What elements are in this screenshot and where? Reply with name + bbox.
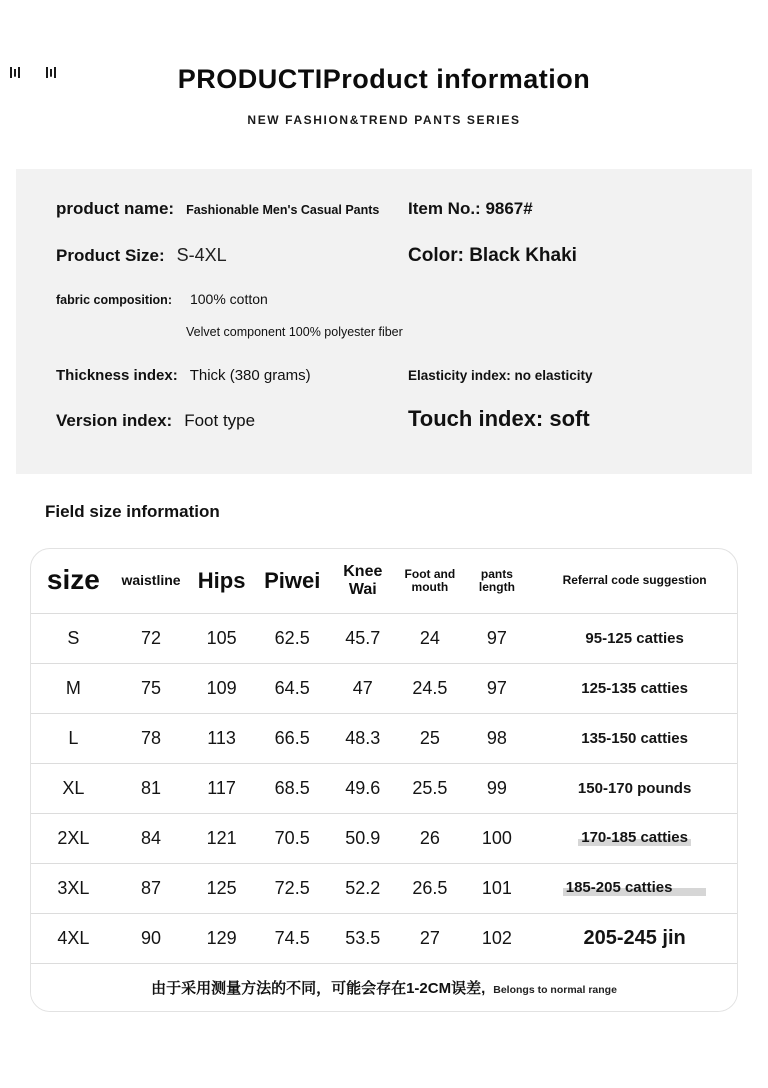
size-cell: 121 [186,813,257,863]
clipped-glyph-icon [46,67,56,78]
col-header-pants-length: pants length [478,566,515,594]
size-cell: 53.5 [328,913,399,963]
size-cell: 27 [398,913,462,963]
thickness-label: Thickness index: [56,367,178,384]
product-size-label: Product Size: [56,246,165,265]
size-cell: 97 [462,613,533,663]
clipped-glyph-icon [10,67,20,78]
fabric-label: fabric composition: [56,293,172,307]
size-row-s [31,613,737,663]
col-header-waistline: waistline [121,572,181,589]
size-cell: 2XL [31,813,116,863]
size-cell: 87 [116,863,187,913]
size-cell: 24 [398,613,462,663]
product-size-value: S-4XL [176,245,227,265]
size-cell: 98 [462,713,533,763]
size-cell: M [31,663,116,713]
col-header-hips: Hips [197,567,246,593]
fabric-value: 100% cotton [189,291,268,307]
version-label: Version index: [56,411,173,430]
elasticity-value: Elasticity index: no elasticity [408,368,593,383]
item-no: Item No.: 9867# [408,199,533,218]
size-cell: 4XL [31,913,116,963]
size-cell: 125-135 catties [532,663,737,713]
size-cell: 75 [116,663,187,713]
col-header-size: size [46,564,100,596]
size-cell: 72 [116,613,187,663]
size-cell: 90 [116,913,187,963]
size-cell: 125 [186,863,257,913]
col-header-referral-code-suggestion: Referral code suggestion [562,573,707,588]
size-cell: 49.6 [328,763,399,813]
info-row-fabric-note [56,325,728,339]
info-row-size [56,245,728,267]
page-title: PRODUCTIProduct information [177,64,591,94]
size-cell: 26 [398,813,462,863]
size-cell: 64.5 [257,663,328,713]
size-section-heading: Field size information [45,502,220,521]
size-cell: 50.9 [328,813,399,863]
size-table-container [30,548,738,1012]
footnote-subtext: Belongs to normal range [493,983,617,996]
size-cell: 117 [186,763,257,813]
page-subtitle: NEW FASHION&TREND PANTS SERIES [247,113,521,127]
size-cell: 102 [462,913,533,963]
size-cell: 105 [186,613,257,663]
info-row-product-name [56,199,728,219]
size-cell: S [31,613,116,663]
col-header-foot-and-mouth: Foot and mouth [404,566,456,594]
col-header-knee-wai: Knee Wai [343,563,383,598]
size-cell: XL [31,763,116,813]
info-row-version [56,406,728,432]
size-row-xl [31,763,737,813]
size-row-4xl [31,913,737,963]
size-cell: 135-150 catties [532,713,737,763]
size-cell: 150-170 pounds [532,763,737,813]
size-cell: 205-245 jin [532,913,737,963]
size-cell: 24.5 [398,663,462,713]
touch-value: Touch index: soft [408,406,590,431]
size-cell: 129 [186,913,257,963]
size-row-3xl [31,863,737,913]
size-cell: 113 [186,713,257,763]
size-cell: 72.5 [257,863,328,913]
size-cell: 25.5 [398,763,462,813]
footnote-text: 由于采用测量方法的不同，可能会存在1-2CM误差, [151,980,486,997]
size-cell: 26.5 [398,863,462,913]
size-cell: 95-125 catties [532,613,737,663]
size-table [31,549,737,963]
size-row-2xl [31,813,737,863]
product-info-panel [16,169,752,474]
size-cell: 48.3 [328,713,399,763]
size-cell: 99 [462,763,533,813]
size-cell: 97 [462,663,533,713]
size-cell: 70.5 [257,813,328,863]
size-table-header-row [31,549,737,613]
size-cell: 62.5 [257,613,328,663]
clipped-glyph-artifacts [10,67,56,78]
size-table-body [31,613,737,963]
fabric-note: Velvet component 100% polyester fiber [186,325,403,339]
product-name-label: product name: [56,199,175,218]
size-row-l [31,713,737,763]
size-cell: 74.5 [257,913,328,963]
size-cell: 84 [116,813,187,863]
version-value: Foot type [184,411,256,430]
thickness-value: Thick (380 grams) [189,367,311,384]
size-cell: 101 [462,863,533,913]
product-name-value: Fashionable Men's Casual Pants [186,203,380,217]
info-row-thickness [56,367,728,384]
info-row-fabric [56,291,728,307]
size-cell: 3XL [31,863,116,913]
size-cell: 185-205 catties [532,863,737,913]
size-cell: 52.2 [328,863,399,913]
size-cell: 109 [186,663,257,713]
size-row-m [31,663,737,713]
size-cell: 81 [116,763,187,813]
size-cell: 47 [328,663,399,713]
size-cell: 100 [462,813,533,863]
col-header-piwei: Piwei [264,567,321,593]
size-cell: 68.5 [257,763,328,813]
size-cell: 170-185 catties [532,813,737,863]
size-cell: 45.7 [328,613,399,663]
size-cell: L [31,713,116,763]
size-table-footnote [31,963,737,1011]
size-cell: 78 [116,713,187,763]
size-cell: 25 [398,713,462,763]
color-value: Color: Black Khaki [408,245,577,266]
size-cell: 66.5 [257,713,328,763]
